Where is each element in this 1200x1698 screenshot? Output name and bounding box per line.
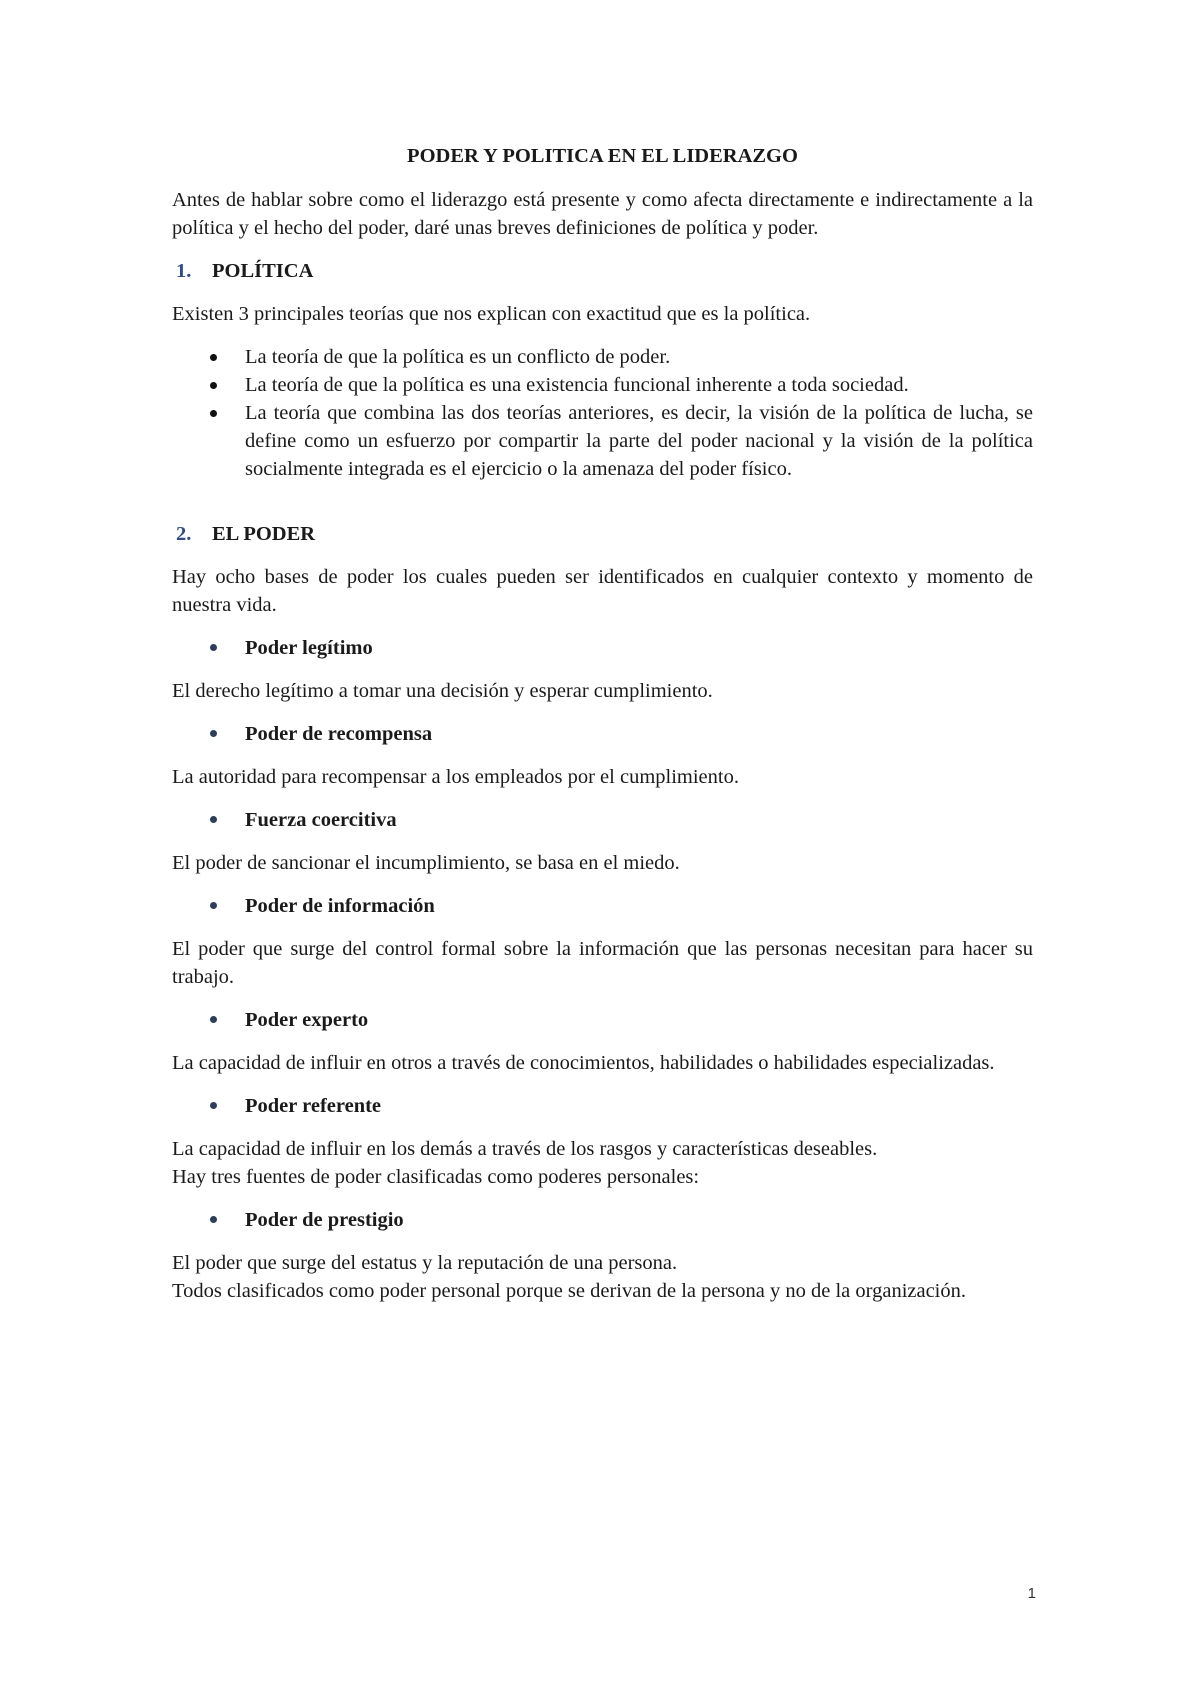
- subheading-label: Poder de recompensa: [245, 723, 433, 745]
- section-number: 2.: [176, 523, 192, 545]
- definition-paragraph: [172, 1249, 1033, 1305]
- bullet-icon: [210, 1216, 217, 1223]
- subheading-label: Poder experto: [245, 1009, 369, 1031]
- bullet-icon: [210, 1102, 217, 1109]
- list-item: La teoría que combina las dos teorías anteriores, es decir, la visión de la política de lucha, se define como un esfuerzo por compartir la parte del poder nacional y la visión de la política socialmente integrada es el ejercicio o la amenaza del poder físico.: [172, 399, 1033, 483]
- section-number: 1.: [176, 260, 192, 282]
- subheading-label: Poder de información: [245, 895, 435, 917]
- bullet-icon: [210, 816, 217, 823]
- subheading-poder-legitimo: [172, 634, 1033, 662]
- subheading-poder-prestigio: [172, 1206, 1033, 1234]
- definition-paragraph: La capacidad de influir en otros a través de conocimientos, habilidades o habilidades especializadas.: [172, 1052, 995, 1074]
- definition-paragraph: El poder de sancionar el incumplimiento, se basa en el miedo.: [172, 852, 680, 874]
- bullet-icon: [210, 730, 217, 737]
- definition-paragraph: El derecho legítimo a tomar una decisión y esperar cumplimiento.: [172, 680, 713, 702]
- definition-line: El poder que surge del estatus y la reputación de una persona.: [172, 1252, 678, 1274]
- subheading-label: Poder de prestigio: [245, 1209, 404, 1231]
- definition-paragraph: La autoridad para recompensar a los empleados por el cumplimiento.: [172, 766, 739, 788]
- section-paragraph: Hay ocho bases de poder los cuales pueden ser identificados en cualquier contexto y momento de nuestra vida.: [172, 566, 1033, 616]
- list-item: La teoría de que la política es un conflicto de poder.: [172, 343, 1033, 371]
- list-item: La teoría de que la política es una existencia funcional inherente a toda sociedad.: [172, 371, 1033, 399]
- subheading-poder-referente: [172, 1092, 1033, 1120]
- section-heading-poder: [172, 520, 1033, 548]
- section-heading-politica: [172, 257, 1033, 285]
- bullet-icon: [210, 644, 217, 651]
- section-title: POLÍTICA: [212, 260, 314, 282]
- section-paragraph: Existen 3 principales teorías que nos explican con exactitud que es la política.: [172, 303, 811, 325]
- subheading-poder-recompensa: [172, 720, 1033, 748]
- section-title: EL PODER: [212, 523, 316, 545]
- definition-paragraph: El poder que surge del control formal sobre la información que las personas necesitan para hacer su trabajo.: [172, 938, 1033, 988]
- intro-paragraph: Antes de hablar sobre como el liderazgo está presente y como afecta directamente e indirectamente a la política y el hecho del poder, daré unas breves definiciones de política y poder.: [172, 189, 1033, 239]
- theory-list: [172, 343, 1033, 483]
- page-number: 1: [1027, 1585, 1036, 1602]
- definition-line: La capacidad de influir en los demás a través de los rasgos y características deseables.: [172, 1138, 878, 1160]
- definition-line: Todos clasificados como poder personal porque se derivan de la persona y no de la organización.: [172, 1280, 967, 1302]
- subheading-label: Fuerza coercitiva: [245, 809, 397, 831]
- bullet-icon: [210, 1016, 217, 1023]
- bullet-icon: [210, 902, 217, 909]
- subheading-poder-informacion: [172, 892, 1033, 920]
- definition-line: Hay tres fuentes de poder clasificadas como poderes personales:: [172, 1166, 700, 1188]
- section-spacer: [172, 498, 1033, 520]
- subheading-fuerza-coercitiva: [172, 806, 1033, 834]
- subheading-label: Poder referente: [245, 1095, 382, 1117]
- page-content: [172, 142, 1033, 1320]
- page-title: PODER Y POLITICA EN EL LIDERAZGO: [407, 145, 798, 167]
- subheading-label: Poder legítimo: [245, 637, 373, 659]
- definition-paragraph: [172, 1135, 1033, 1191]
- subheading-poder-experto: [172, 1006, 1033, 1034]
